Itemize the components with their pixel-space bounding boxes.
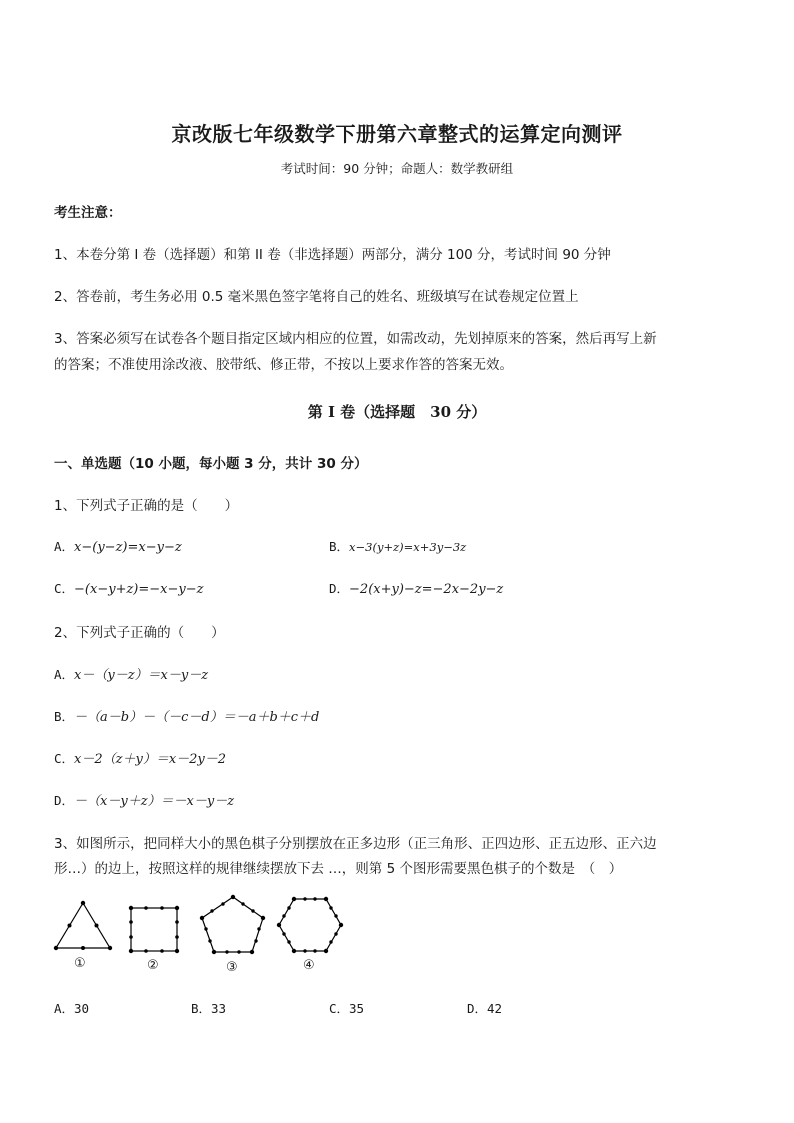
figure-label-4: ④	[303, 958, 315, 973]
option-value: 33	[211, 1001, 227, 1016]
option-label: C．	[329, 1001, 350, 1016]
option-expression: －（a－b）－（－c－d）＝－a＋b＋c＋d	[74, 710, 320, 725]
option-label: B．	[329, 539, 350, 554]
option-label: C．	[54, 581, 75, 596]
question-3-stem-line-1: 3、如图所示，把同样大小的黑色棋子分别摆放在正多边形（正三角形、正四边形、正五边形、正六边	[54, 836, 657, 852]
pentagon-figure	[200, 895, 265, 954]
notice-heading: 考生注意：	[54, 205, 122, 221]
notice-item-3: 3、答案必须写在试卷各个题目指定区域内相应的位置，如需改动，先划掉原来的答案，然后再写上新	[54, 331, 657, 347]
option-label: A．	[54, 1001, 75, 1016]
triangle-figure	[54, 901, 112, 950]
option-label: D．	[329, 581, 350, 596]
question-3-option-d[interactable]	[467, 999, 502, 1017]
option-expression: x−3(y+z)=x+3y−3z	[349, 540, 467, 554]
option-label: D．	[467, 1001, 488, 1016]
section-title: 第 I 卷（选择题 30 分）	[307, 403, 487, 421]
option-label: D．	[54, 793, 75, 808]
option-expression: x－2（z＋y）＝x－2y－2	[74, 752, 227, 767]
exam-info: 考试时间：90 分钟；命题人：数学教研组	[280, 161, 514, 176]
option-expression: −2(x+y)−z=−2x−2y−z	[349, 582, 504, 597]
question-3-option-b[interactable]	[191, 999, 226, 1017]
option-expression: －（x－y＋z）＝－x－y－z	[74, 794, 235, 809]
option-expression: x－（y－z）＝x－y－z	[74, 668, 209, 683]
option-label: B．	[191, 1001, 212, 1016]
figure-label-2: ②	[147, 958, 159, 973]
option-label: C．	[54, 751, 75, 766]
notice-item-1: 1、本卷分第 I 卷（选择题）和第 II 卷（非选择题）两部分，满分 100 分，考试时间 90 分钟	[54, 247, 611, 263]
question-1-stem: 1、下列式子正确的是（ ）	[54, 498, 239, 514]
option-value: 35	[349, 1001, 365, 1016]
part-heading: 一、单选题（10 小题，每小题 3 分，共计 30 分）	[54, 456, 368, 472]
option-label: B．	[54, 709, 75, 724]
question-3-option-a[interactable]	[54, 999, 89, 1017]
square-figure	[129, 906, 179, 953]
option-value: 42	[487, 1001, 503, 1016]
option-value: 30	[74, 1001, 90, 1016]
question-2-stem: 2、下列式子正确的（ ）	[54, 625, 225, 641]
hexagon-figure	[277, 897, 343, 953]
question-3-stem-line-2: 形…）的边上，按照这样的规律继续摆放下去 …，则第 5 个图形需要黑色棋子的个数是 （ ）	[54, 861, 623, 877]
question-3-option-c[interactable]	[329, 999, 364, 1017]
option-label: A．	[54, 539, 75, 554]
figure-label-1: ①	[74, 956, 86, 971]
notice-item-2: 2、答卷前，考生务必用 0.5 毫米黑色签字笔将自己的姓名、班级填写在试卷规定位置上	[54, 289, 579, 305]
notice-item-3-continued: 的答案；不准使用涂改液、胶带纸、修正带，不按以上要求作答的答案无效。	[54, 357, 513, 373]
option-expression: −(x−y+z)=−x−y−z	[74, 582, 204, 597]
option-expression: x−(y−z)=x−y−z	[74, 540, 182, 555]
figure-label-3: ③	[226, 960, 238, 975]
page-title: 京改版七年级数学下册第六章整式的运算定向测评	[171, 122, 623, 146]
option-label: A．	[54, 667, 75, 682]
